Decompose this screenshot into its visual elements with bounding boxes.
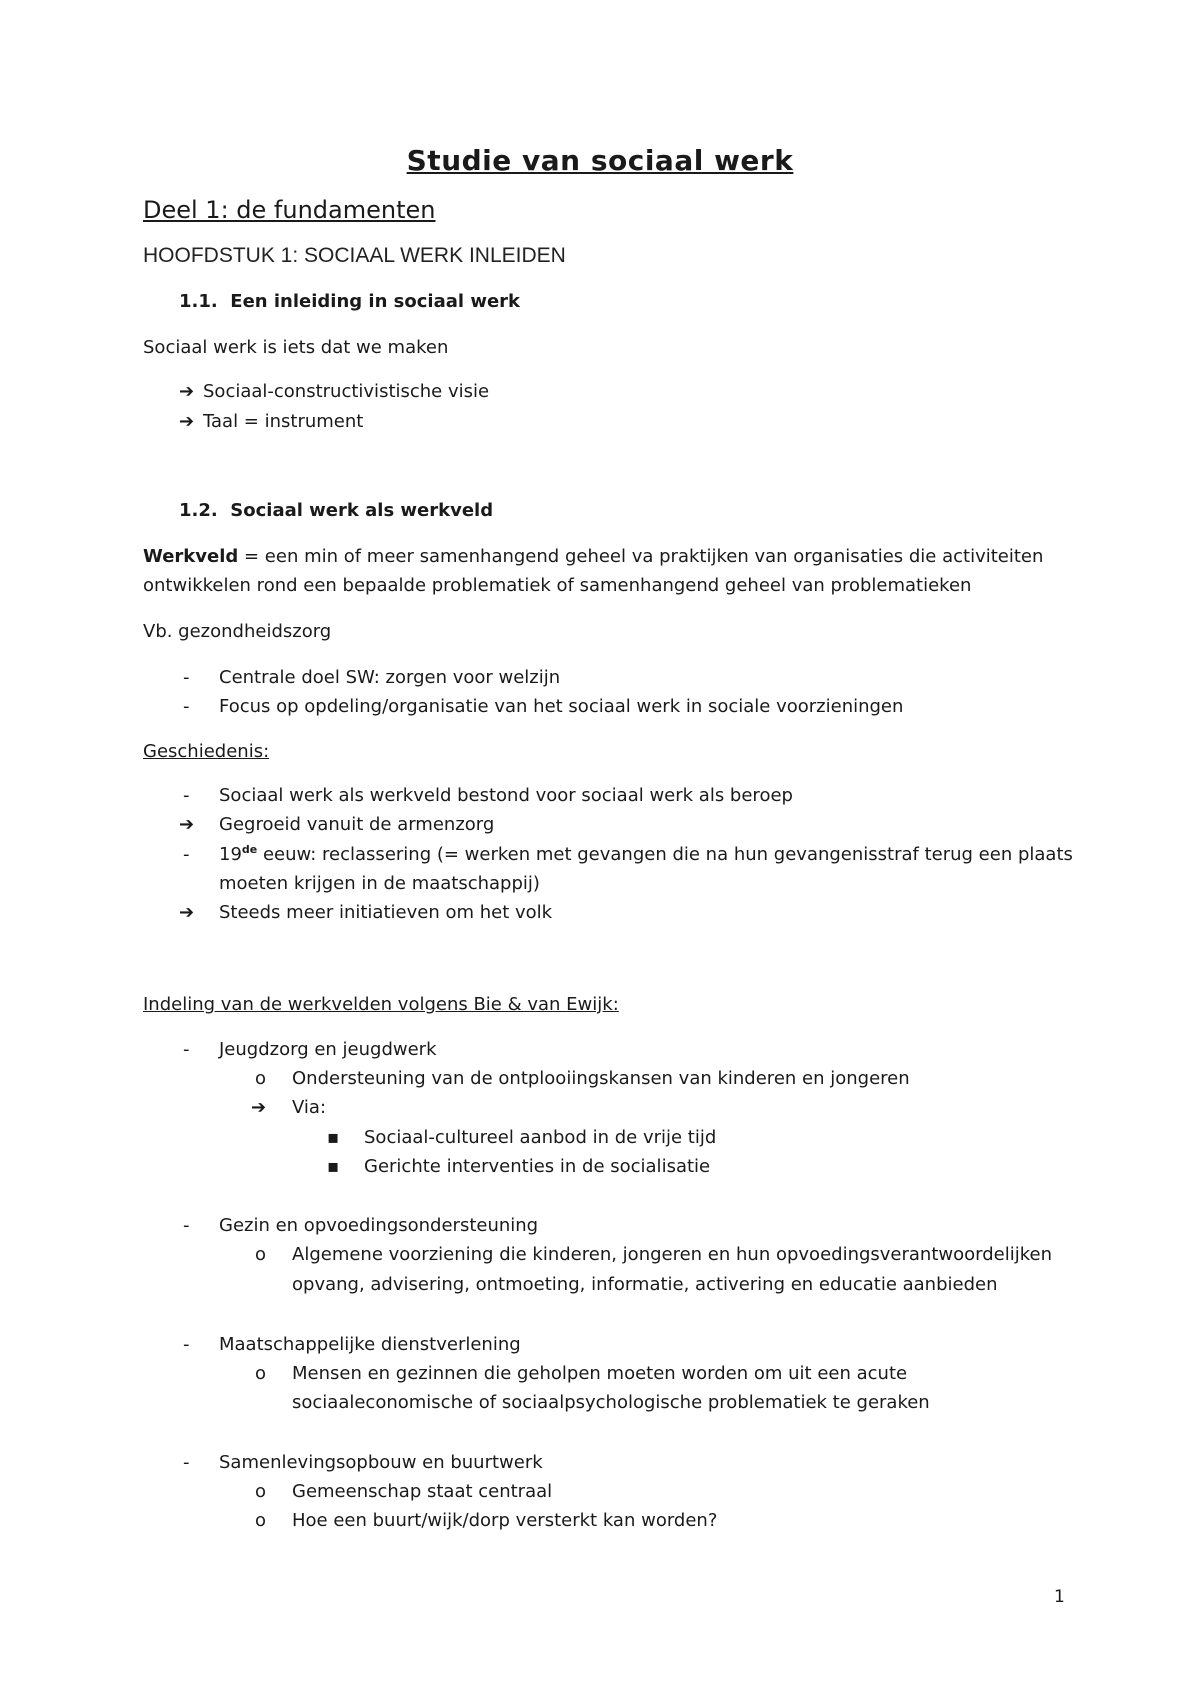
list-item-text: Samenlevingsopbouw en buurtwerk [219,1452,543,1473]
dash-bullet: - [183,1452,190,1473]
page-number: 1 [1054,1587,1065,1607]
list-item-text: Algemene voorziening die kinderen, jongeren en hun opvoedingsverantwoordelijken [292,1244,1052,1265]
sub-list-item [251,1097,326,1118]
list-item [179,381,489,402]
list-item-text: Via: [292,1097,327,1118]
sub-list-item [255,1244,1052,1265]
list-item-text: Sociaal werk als werkveld bestond voor sociaal werk als beroep [219,785,793,806]
list-item-text: Maatschappelijke dienstverlening [219,1334,521,1355]
arrow-bullet-icon: ➔ [251,1097,267,1118]
list-item-text: Hoe een buurt/wijk/dorp versterkt kan worden? [292,1510,718,1531]
list-item-text: Centrale doel SW: zorgen voor welzijn [219,667,561,688]
century-number: 19 [219,844,242,865]
list-item [183,1039,437,1060]
circle-bullet: o [255,1068,267,1089]
list-item-text: Gerichte interventies in de socialisatie [364,1156,711,1177]
sub-list-item [255,1068,910,1089]
list-item-text: Ondersteuning van de ontplooiingskansen van kinderen en jongeren [292,1068,910,1089]
sub-list-item [255,1363,907,1384]
list-item-text: Focus op opdeling/organisatie van het sociaal werk in sociale voorzieningen [219,696,904,717]
list-item-text: Gemeenschap staat centraal [292,1481,553,1502]
document-title: Studie van sociaal werk [406,144,794,177]
list-item-text: Sociaal-constructivistische visie [203,381,490,402]
arrow-bullet-icon: ➔ [179,814,195,835]
section-title: Een inleiding in sociaal werk [230,291,521,312]
square-bullet: ▪ [327,1127,340,1148]
list-item-text: Sociaal-cultureel aanbod in de vrije tijd [364,1127,717,1148]
list-item-text: Gezin en opvoedingsondersteuning [219,1215,539,1236]
circle-bullet: o [255,1510,267,1531]
list-item [183,1334,521,1355]
list-item [179,814,494,835]
arrow-bullet-icon: ➔ [179,411,195,432]
dash-bullet: - [183,1039,190,1060]
chapter-heading: HOOFDSTUK 1: SOCIAAL WERK INLEIDEN [143,244,566,267]
list-item-continuation: moeten krijgen in de maatschappij) [219,873,540,894]
classification-heading: Indeling van de werkvelden volgens Bie & van Ewijk: [143,994,619,1015]
list-item [183,1215,538,1236]
sub-list-item-continuation: sociaaleconomische of sociaalpsychologische problematiek te geraken [292,1392,930,1413]
square-bullet: ▪ [327,1156,340,1177]
definition-term: Werkveld [143,546,239,567]
circle-bullet: o [255,1363,267,1384]
list-item [183,696,903,717]
definition-continuation: ontwikkelen rond een bepaalde problematiek of samenhangend geheel van problematieken [143,575,972,596]
section-number: 1.2. [179,500,218,521]
section-number: 1.1. [179,291,218,312]
dash-bullet: - [183,785,190,806]
list-item [183,785,793,806]
circle-bullet: o [255,1481,267,1502]
sub-list-item-continuation: opvang, advisering, ontmoeting, informatie, activering en educatie aanbieden [292,1274,998,1295]
dash-bullet: - [183,844,190,865]
arrow-bullet-icon: ➔ [179,902,195,923]
dash-bullet: - [183,696,190,717]
list-item-text: Jeugdzorg en jeugdwerk [219,1039,437,1060]
section-1-2-heading [179,500,493,521]
circle-bullet: o [255,1244,267,1265]
definition-text: = een min of meer samenhangend geheel va praktijken van organisaties die activiteiten [238,546,1044,567]
list-item-text: eeuw: reclassering (= werken met gevangen die na hun gevangenisstraf terug een plaats [257,844,1073,865]
dash-bullet: - [183,667,190,688]
sub-list-item [255,1510,717,1531]
list-item [179,411,363,432]
paragraph: Sociaal werk is iets dat we maken [143,337,449,358]
list-item [179,902,552,923]
sub-sub-list-item [327,1156,710,1177]
list-item-text: Gegroeid vanuit de armenzorg [219,814,495,835]
ordinal-suffix: de [241,843,258,856]
list-item-text: Steeds meer initiatieven om het volk [219,902,553,923]
arrow-bullet-icon: ➔ [179,381,195,402]
list-item-text: Taal = instrument [203,411,364,432]
example: Vb. gezondheidszorg [143,621,332,642]
section-title: Sociaal werk als werkveld [230,500,494,521]
list-item-text: Mensen en gezinnen die geholpen moeten worden om uit een acute [292,1363,908,1384]
part-heading: Deel 1: de fundamenten [143,196,436,224]
dash-bullet: - [183,1215,190,1236]
list-item [183,667,560,688]
sub-list-item [255,1481,552,1502]
list-item [183,1452,543,1473]
list-item [183,844,1073,865]
section-1-1-heading [179,291,520,312]
dash-bullet: - [183,1334,190,1355]
history-heading: Geschiedenis: [143,741,270,762]
definition [143,546,1043,567]
sub-sub-list-item [327,1127,716,1148]
